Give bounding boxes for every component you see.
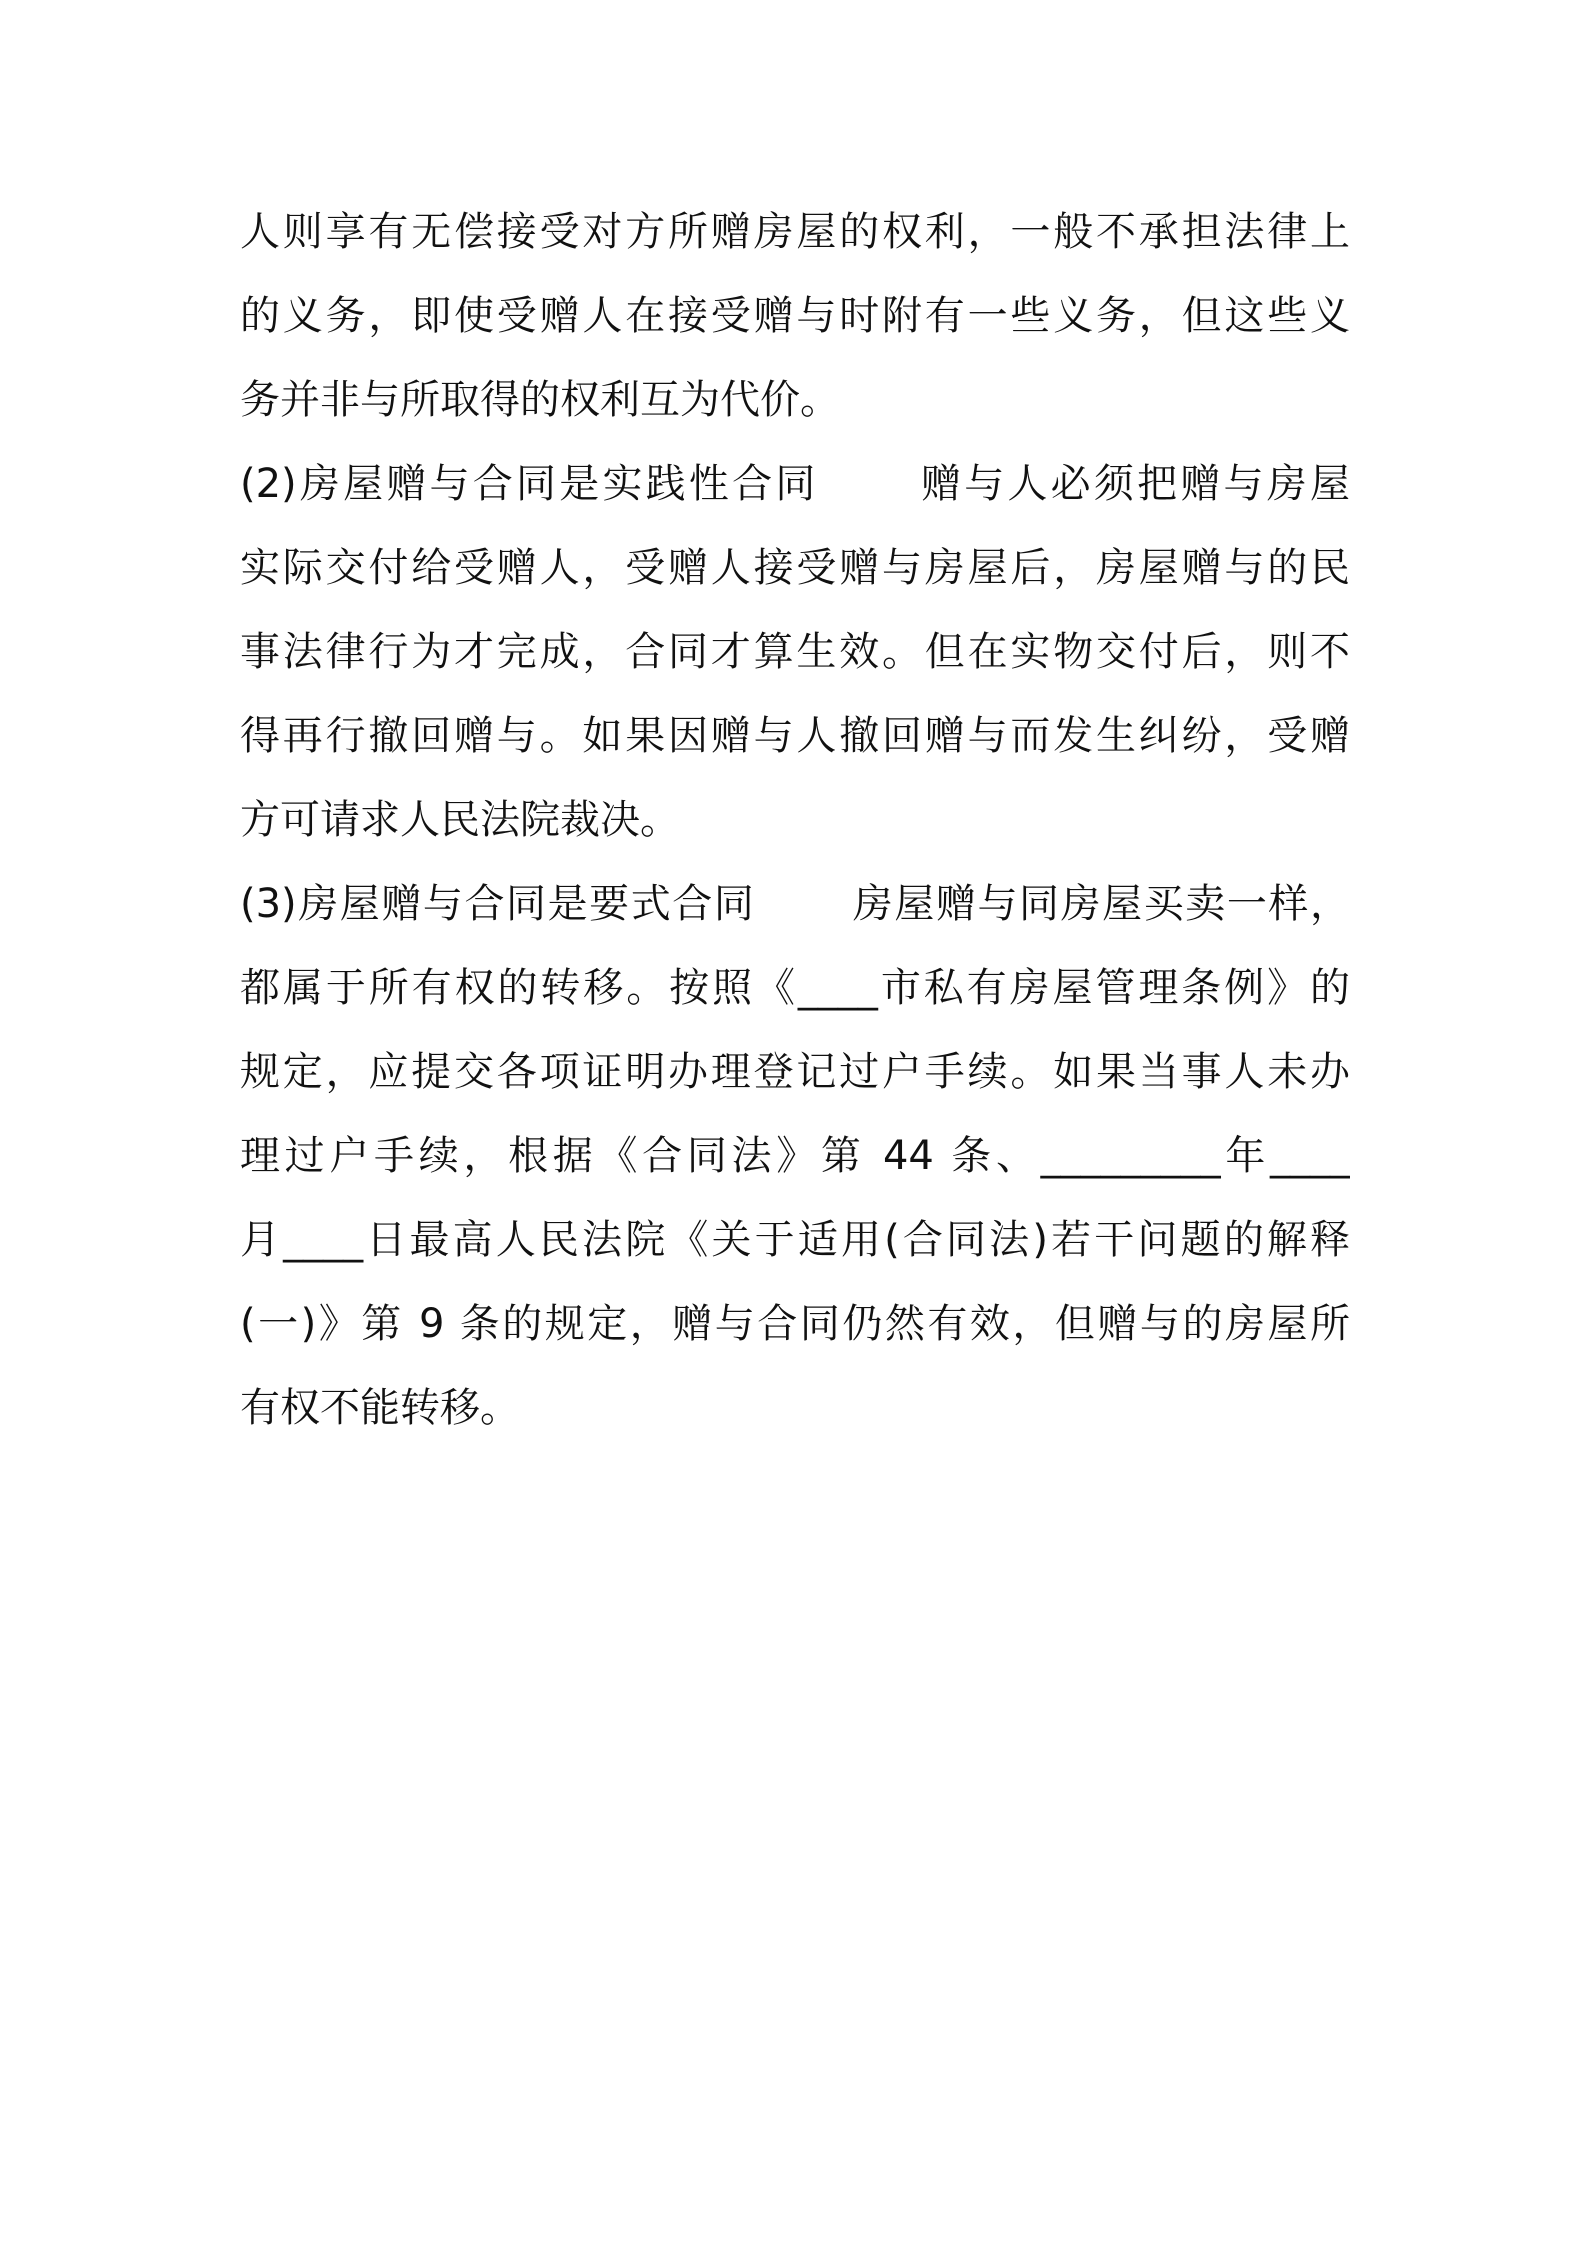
- text-line: 务并非与所取得的权利互为代价。: [240, 377, 840, 423]
- body-text: [240, 190, 1350, 1450]
- section-heading-line: (2)房屋赠与合同是实践性合同 赠与人必须把赠与房屋: [240, 461, 1350, 507]
- text-line: 实际交付给受赠人，受赠人接受赠与房屋后，房屋赠与的民: [240, 545, 1350, 591]
- text-line: 都属于所有权的转移。按照《____市私有房屋管理条例》的: [240, 965, 1350, 1011]
- text-line: 月____日最高人民法院《关于适用(合同法)若干问题的解释: [240, 1217, 1350, 1263]
- text-line: 得再行撤回赠与。如果因赠与人撤回赠与而发生纠纷，受赠: [240, 713, 1350, 759]
- section-heading-line: (3)房屋赠与合同是要式合同 房屋赠与同房屋买卖一样，: [240, 881, 1350, 927]
- text-line: 的义务，即使受赠人在接受赠与时附有一些义务，但这些义: [240, 293, 1350, 339]
- text-line: (一)》第 9 条的规定，赠与合同仍然有效，但赠与的房屋所: [240, 1301, 1350, 1347]
- text-line: 规定，应提交各项证明办理登记过户手续。如果当事人未办: [240, 1049, 1350, 1095]
- text-line: 人则享有无偿接受对方所赠房屋的权利，一般不承担法律上: [240, 209, 1350, 255]
- text-line: 事法律行为才完成，合同才算生效。但在实物交付后，则不: [240, 629, 1350, 675]
- text-line: 有权不能转移。: [240, 1385, 520, 1431]
- text-line: 理过户手续，根据《合同法》第 44 条、_________年____: [240, 1133, 1350, 1179]
- text-line: 方可请求人民法院裁决。: [240, 797, 680, 843]
